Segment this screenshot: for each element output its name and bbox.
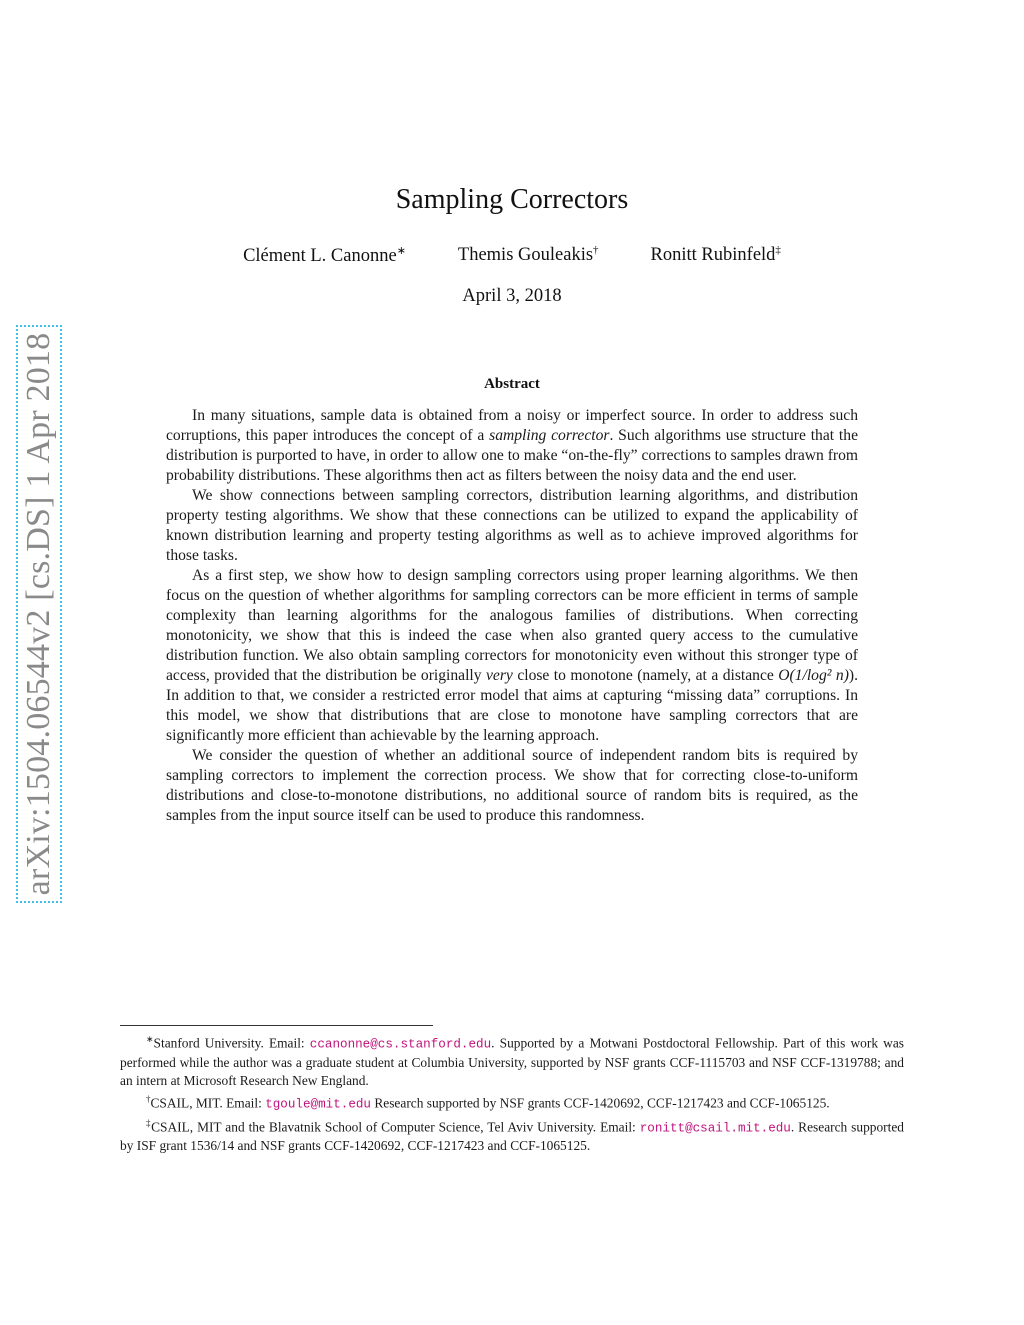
arxiv-stamp-text: arXiv:1504.06544v2 [cs.DS] 1 Apr 2018 bbox=[20, 332, 57, 896]
abstract-paragraph bbox=[166, 566, 858, 746]
email-link[interactable]: ronitt@csail.mit.edu bbox=[639, 1121, 791, 1136]
footnote-text: . Supported by a Motwani Postdoctoral Fellowship. Part of this work was performed while the author was a graduate student at Columbia University, supported by NSF grants CCF-1115703 and NSF CCF-1319788; and an intern at Microsoft Research New England. bbox=[120, 1035, 904, 1088]
author-list bbox=[0, 244, 1024, 267]
footnote-text: Research supported by NSF grants CCF-1420692, CCF-1217423 and CCF-1065125. bbox=[371, 1095, 830, 1111]
abstract-text: As a first step, we show how to design sampling correctors using proper learning algorithms. We then focus on the question of whether algorithms for sampling correctors can be more efficient in terms of sample complexity than learning algorithms for the analogous families of distributions. When correcting monotonicity, we show that this is indeed the case when also granted query access to the cumulative distribution function. We also obtain sampling correctors for monotonicity even without this stronger type of access, provided that the distribution be originally bbox=[166, 567, 858, 684]
arxiv-stamp bbox=[16, 325, 62, 903]
abstract-text: . Such algorithms use structure that the distribution is purported to have, in order to allow one to make “on-the-fly” corrections to samples drawn from probability distributions. These algorithms then act as filters between the noisy data and the end user. bbox=[166, 427, 859, 484]
abstract-emphasis: sampling corrector bbox=[489, 427, 610, 444]
footnote-mark: ∗ bbox=[146, 1034, 154, 1044]
abstract-paragraph: We show connections between sampling correctors, distribution learning algorithms, and distribution property testing algorithms. We show that these connections can be utilized to expand the applicability of known distribution learning and property testing algorithms as well as to achieve improved algorithms for those tasks. bbox=[166, 487, 858, 564]
footnote bbox=[120, 1030, 904, 1090]
math-expression: O(1/log² n) bbox=[778, 667, 849, 684]
abstract-paragraph bbox=[166, 406, 858, 486]
footnote-mark: † bbox=[146, 1094, 151, 1105]
footnote-text: CSAIL, MIT and the Blavatnik School of Computer Science, Tel Aviv University. Email: bbox=[151, 1119, 640, 1135]
author-name: Themis Gouleakis bbox=[457, 245, 594, 266]
email-link[interactable]: tgoule@mit.edu bbox=[265, 1097, 371, 1112]
author bbox=[243, 244, 406, 267]
abstract-text: ). In addition to that, we consider a restricted error model that aims at capturing “missing data” corruptions. In this model, we show that distributions that are close to monotone have sampling correctors that are significantly more efficient than achievable by the learning approach. bbox=[166, 667, 858, 744]
author-name: Ronitt Rubinfeld bbox=[650, 245, 776, 266]
footnote-text: CSAIL, MIT. Email: bbox=[150, 1095, 266, 1111]
author-name: Clément L. Canonne bbox=[243, 246, 397, 267]
abstract-heading: Abstract bbox=[484, 376, 540, 392]
page-title: Sampling Correctors bbox=[395, 184, 629, 215]
author-footnote-mark: ‡ bbox=[775, 244, 781, 256]
author bbox=[651, 244, 781, 267]
author-footnote-mark: † bbox=[593, 244, 599, 256]
footnotes bbox=[120, 1030, 904, 1156]
footnote bbox=[120, 1090, 904, 1114]
abstract-body bbox=[166, 406, 858, 826]
publication-date: April 3, 2018 bbox=[462, 286, 562, 306]
footnote-text: . Research supported by ISF grant 1536/14 and NSF grants CCF-1420692, CCF-1217423 and CCF-1065125. bbox=[120, 1119, 904, 1154]
footnote bbox=[120, 1114, 904, 1156]
abstract-paragraph: We consider the question of whether an additional source of independent random bits is required by sampling correctors to implement the correction process. We show that for correcting close-to-uniform distributions and close-to-monotone distributions, no additional source of random bits is required, as the samples from the input source itself can be used to produce this randomness. bbox=[166, 747, 858, 824]
footnote-text: Stanford University. Email: bbox=[153, 1035, 310, 1051]
author-footnote-mark: ∗ bbox=[396, 245, 406, 257]
author bbox=[458, 244, 599, 267]
footnote-mark: ‡ bbox=[146, 1117, 152, 1128]
abstract-text: In many situations, sample data is obtained from a noisy or imperfect source. In order to address such corruptions, this paper introduces the concept of a bbox=[166, 407, 858, 444]
abstract-text: close to monotone (namely, at a distance bbox=[512, 667, 779, 684]
email-link[interactable]: ccanonne@cs.stanford.edu bbox=[309, 1037, 492, 1052]
abstract-emphasis: very bbox=[486, 667, 513, 684]
footnote-divider bbox=[120, 1025, 433, 1026]
